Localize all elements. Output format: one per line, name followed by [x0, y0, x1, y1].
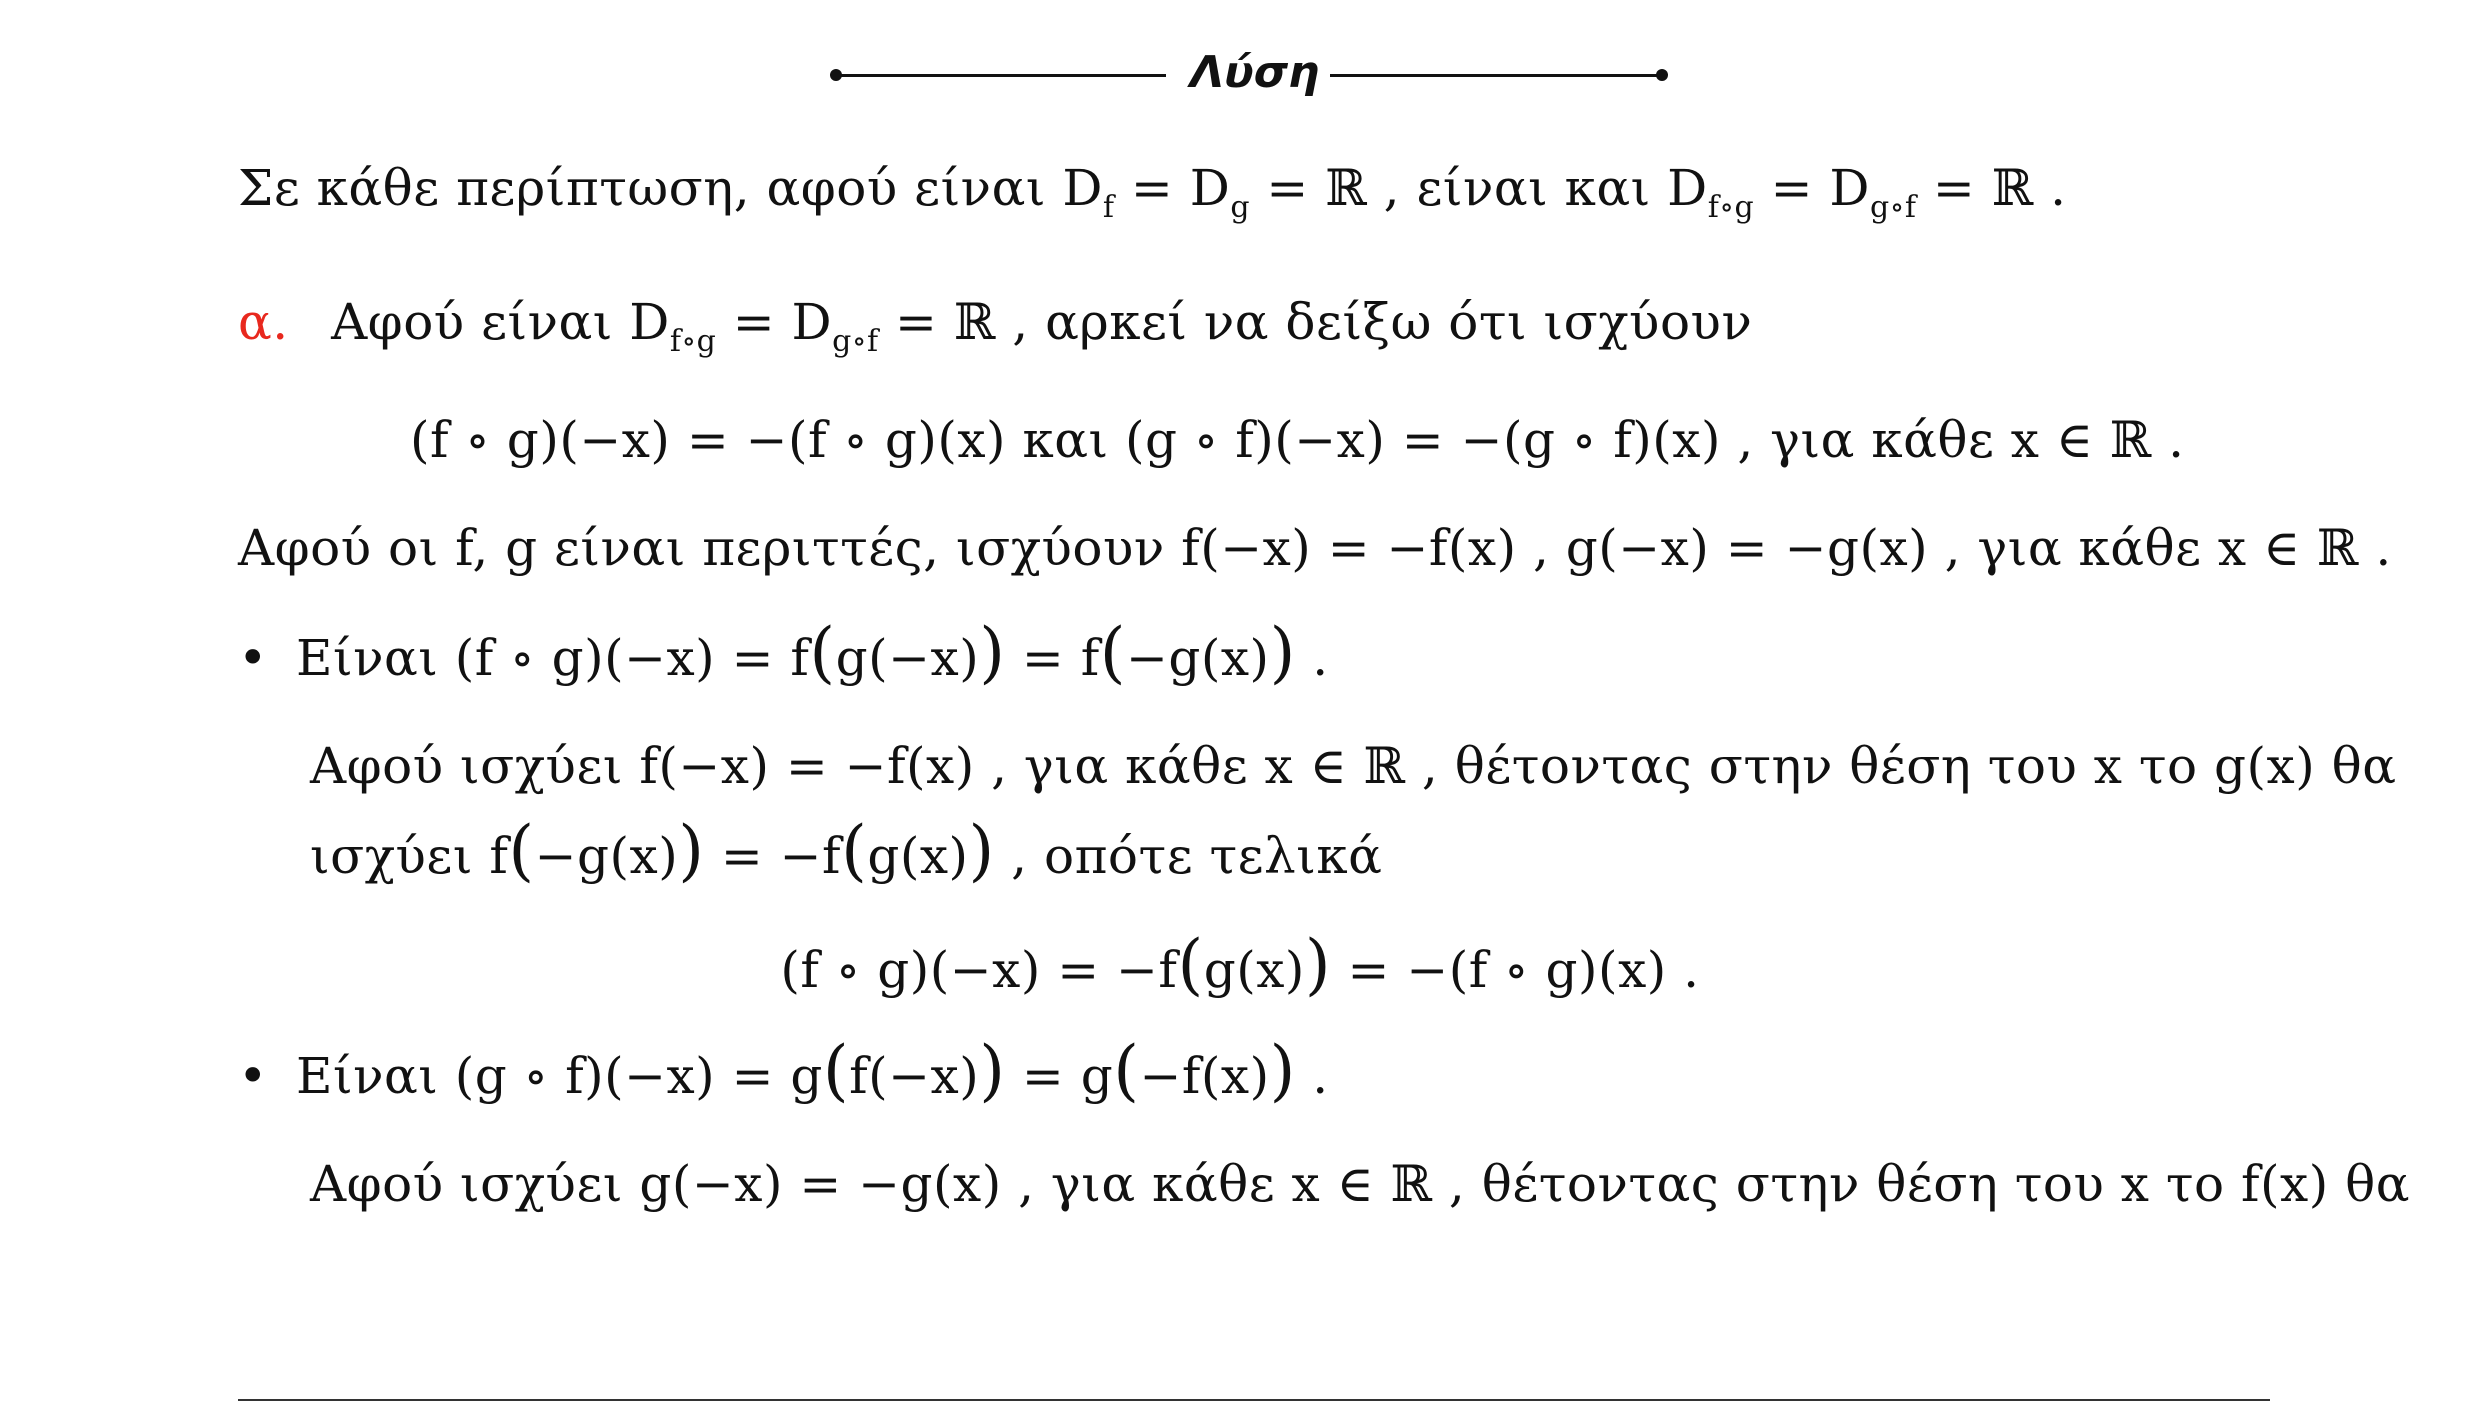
- b1-text-e: .: [1295, 629, 1329, 687]
- alpha-text-1: Αφού είναι D: [331, 293, 670, 351]
- b1-text-c: = f: [1005, 629, 1100, 687]
- b2-text-a: Είναι (g ∘ f)(−x) = g: [296, 1047, 823, 1105]
- conclusion-equation: (f ∘ g)(−x) = −f(g(x)) = −(f ∘ g)(x) .: [780, 926, 1700, 1003]
- b2-text-e: .: [1295, 1047, 1329, 1105]
- intro-text-2: = ℝ , είναι και D: [1250, 159, 1708, 217]
- l8-text-b: g(x): [1203, 941, 1305, 999]
- l7-text-b: −g(x): [534, 827, 679, 885]
- l7-text-d: g(x): [867, 827, 969, 885]
- l7-text-e: , οπότε τελικά: [994, 827, 1383, 885]
- solution-heading: [830, 36, 1670, 116]
- sub-gof: g∘f: [1870, 190, 1917, 225]
- b1-text-a: Είναι (f ∘ g)(−x) = f: [296, 629, 810, 687]
- alpha-sub-gof: g∘f: [832, 324, 879, 359]
- footer-rule: [238, 1399, 2270, 1401]
- heading-left-rule: [836, 74, 1166, 77]
- heading-title: Λύση: [1190, 47, 1320, 98]
- l8-text-c: = −(f ∘ g)(x) .: [1331, 941, 1700, 999]
- l8-text-a: (f ∘ g)(−x) = −f: [780, 941, 1178, 999]
- substitution-line-3: Αφού ισχύει g(−x) = −g(x) , για κάθε x ∈ ℝ , θέτοντας στην θέση του x το f(x) θα: [310, 1155, 2411, 1213]
- sub-fog: f∘g: [1707, 190, 1755, 225]
- part-alpha-line: [238, 292, 1752, 372]
- bullet-1-marker: •: [238, 629, 268, 687]
- heading-right-rule: [1330, 74, 1660, 77]
- heading-right-dot: [1656, 69, 1668, 81]
- b2-text-d: −f(x): [1139, 1047, 1270, 1105]
- intro-line: [238, 158, 2067, 238]
- intro-text-1: Σε κάθε περίπτωση, αφού είναι D: [238, 159, 1103, 217]
- intro-text-end: = ℝ .: [1916, 159, 2067, 217]
- l7-text-c: = −f: [704, 827, 842, 885]
- substitution-line-2: ισχύει f(−g(x)) = −f(g(x)) , οπότε τελικά: [310, 812, 1383, 889]
- intro-eq-2: = D: [1754, 159, 1871, 217]
- b2-text-b: f(−x): [849, 1047, 980, 1105]
- sub-g: g: [1230, 190, 1251, 225]
- alpha-text-end: = ℝ , αρκεί να δείξω ότι ισχύουν: [878, 293, 1753, 351]
- b1-text-d: −g(x): [1125, 629, 1270, 687]
- bullet-2-marker: •: [238, 1047, 268, 1105]
- alpha-sub-fog: f∘g: [669, 324, 717, 359]
- l7-text-a: ισχύει f: [310, 827, 509, 885]
- intro-eq-1: = D: [1114, 159, 1231, 217]
- bullet-item-1: • Είναι (f ∘ g)(−x) = f(g(−x)) = f(−g(x)) .: [238, 614, 1329, 691]
- substitution-line-1: Αφού ισχύει f(−x) = −f(x) , για κάθε x ∈ ℝ , θέτοντας στην θέση του x το g(x) θα: [310, 737, 2397, 795]
- bullet-item-2: • Είναι (g ∘ f)(−x) = g(f(−x)) = g(−f(x)) .: [238, 1032, 1329, 1109]
- b2-text-c: = g: [1005, 1047, 1114, 1105]
- odd-functions-line: Αφού οι f, g είναι περιττές, ισχύουν f(−x) = −f(x) , g(−x) = −g(x) , για κάθε x ∈ ℝ .: [238, 519, 2392, 577]
- part-alpha-label: α.: [238, 293, 289, 351]
- sub-f: f: [1102, 190, 1115, 225]
- goal-equations: (f ∘ g)(−x) = −(f ∘ g)(x) και (g ∘ f)(−x) = −(g ∘ f)(x) , για κάθε x ∈ ℝ .: [410, 411, 2185, 469]
- b1-text-b: g(−x): [835, 629, 980, 687]
- alpha-eq: = D: [716, 293, 833, 351]
